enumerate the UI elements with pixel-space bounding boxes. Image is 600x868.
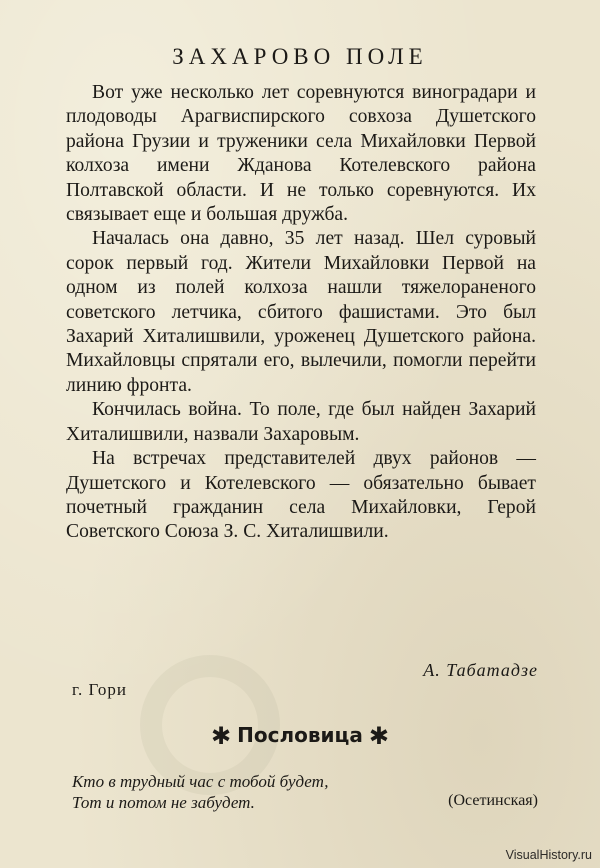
proverb-heading xyxy=(0,722,600,750)
proverb-text xyxy=(72,771,329,813)
proverb-origin: (Осетинская) xyxy=(448,792,538,809)
proverb-line: Кто в трудный час с тобой будет, xyxy=(72,772,329,791)
proverb-heading-text: Пословица xyxy=(237,723,363,747)
watermark-text: VisualHistory.ru xyxy=(505,848,592,862)
asterisk-icon: ✱ xyxy=(211,722,232,750)
asterisk-icon: ✱ xyxy=(368,722,389,750)
article-author: А. Табатадзе xyxy=(423,660,538,680)
article-title: ЗАХАРОВО ПОЛЕ xyxy=(172,44,428,69)
article-body xyxy=(66,81,536,545)
article-paragraph: На встречах представителей двух районов — Душетского и Котелевского — обязательно бывает почетный гражданин села Михайловки, Герой Советского Союза З. С. Хиталишвили. xyxy=(66,448,536,543)
article-paragraph: Кончилась война. То поле, где был найден Захарий Хиталишвили, назвали Захаровым. xyxy=(66,399,536,445)
article-paragraph: Началась она давно, 35 лет назад. Шел суровый сорок первый год. Жители Михайловки Первой на одном из полей колхоза нашли тяжелораненого советского летчика, сбитого фашистами. Это был Захарий Хиталишвили, уроженец Душетского района. Михайловцы спрятали его, вылечили, помогли перейти линию фронта. xyxy=(66,228,536,396)
article-paragraph: Вот уже несколько лет соревнуются виноградари и плодоводы Арагвиспирского совхоза Душетского района Грузии и труженики села Михайловки Первой колхоза имени Жданова Котелевского района Полтавской области. И не только соревнуются. Их связывает еще и большая дружба. xyxy=(66,82,536,226)
proverb-line: Тот и потом не забудет. xyxy=(72,793,255,812)
article-place: г. Гори xyxy=(72,680,127,699)
